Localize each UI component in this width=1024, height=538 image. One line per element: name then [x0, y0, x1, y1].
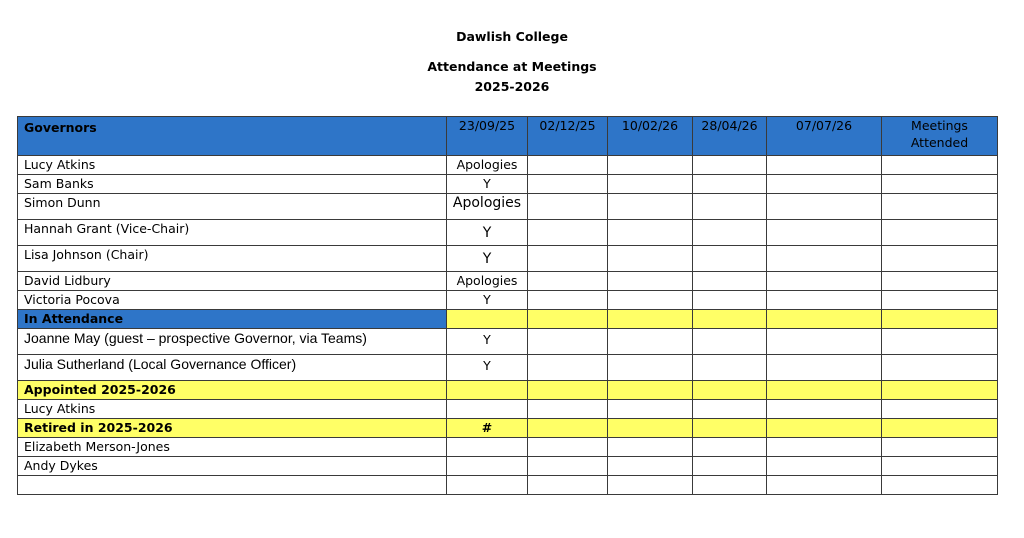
table-row	[18, 194, 998, 220]
table-row	[18, 175, 998, 194]
date-header: 10/02/26	[608, 117, 693, 156]
empty-row	[18, 476, 998, 495]
attendee-name: Julia Sutherland (Local Governance Officer)	[18, 355, 447, 381]
attendance-cell: Apologies	[447, 194, 528, 220]
table-row	[18, 355, 998, 381]
governors-header: Governors	[18, 117, 447, 156]
date-header: 07/07/26	[767, 117, 882, 156]
attendance-cell: Apologies	[447, 272, 528, 291]
attendance-cell: Y	[447, 355, 528, 381]
attendance-cell: Y	[447, 175, 528, 194]
attendance-cell: Y	[447, 246, 528, 272]
attendance-cell: Y	[447, 220, 528, 246]
section-row-retired	[18, 419, 998, 438]
table-row	[18, 329, 998, 355]
college-title: Dawlish College	[456, 29, 568, 44]
table-row	[18, 438, 998, 457]
table-row	[18, 246, 998, 272]
academic-year: 2025-2026	[474, 79, 550, 94]
section-label: In Attendance	[18, 310, 447, 329]
date-header: 02/12/25	[528, 117, 608, 156]
document-subtitle: Attendance at Meetings	[427, 59, 597, 74]
attendance-cell: Apologies	[447, 156, 528, 175]
table-row	[18, 272, 998, 291]
governor-name: Lucy Atkins	[18, 156, 447, 175]
governor-name: Victoria Pocova	[18, 291, 447, 310]
appointed-name: Lucy Atkins	[18, 400, 447, 419]
section-label: Retired in 2025-2026	[18, 419, 447, 438]
section-row-appointed	[18, 381, 998, 400]
table-row	[18, 220, 998, 246]
table-header-row	[18, 117, 998, 156]
attendance-cell: Y	[447, 291, 528, 310]
retired-name: Elizabeth Merson-Jones	[18, 438, 447, 457]
meetings-attended-header: Meetings Attended	[882, 117, 998, 156]
governor-name: Sam Banks	[18, 175, 447, 194]
table-row	[18, 400, 998, 419]
date-header: 23/09/25	[447, 117, 528, 156]
attendance-cell: Y	[447, 329, 528, 355]
attendance-table	[17, 116, 998, 495]
section-label: Appointed 2025-2026	[18, 381, 447, 400]
attendee-name: Joanne May (guest – prospective Governor, via Teams)	[18, 329, 447, 355]
section-row-in-attendance	[18, 310, 998, 329]
table-row	[18, 291, 998, 310]
date-header: 28/04/26	[693, 117, 767, 156]
table-row	[18, 457, 998, 476]
governor-name: Hannah Grant (Vice-Chair)	[18, 220, 447, 246]
governor-name: Simon Dunn	[18, 194, 447, 220]
governor-name: David Lidbury	[18, 272, 447, 291]
retired-name: Andy Dykes	[18, 457, 447, 476]
retired-marker: #	[447, 419, 528, 438]
governor-name: Lisa Johnson (Chair)	[18, 246, 447, 272]
table-row	[18, 156, 998, 175]
